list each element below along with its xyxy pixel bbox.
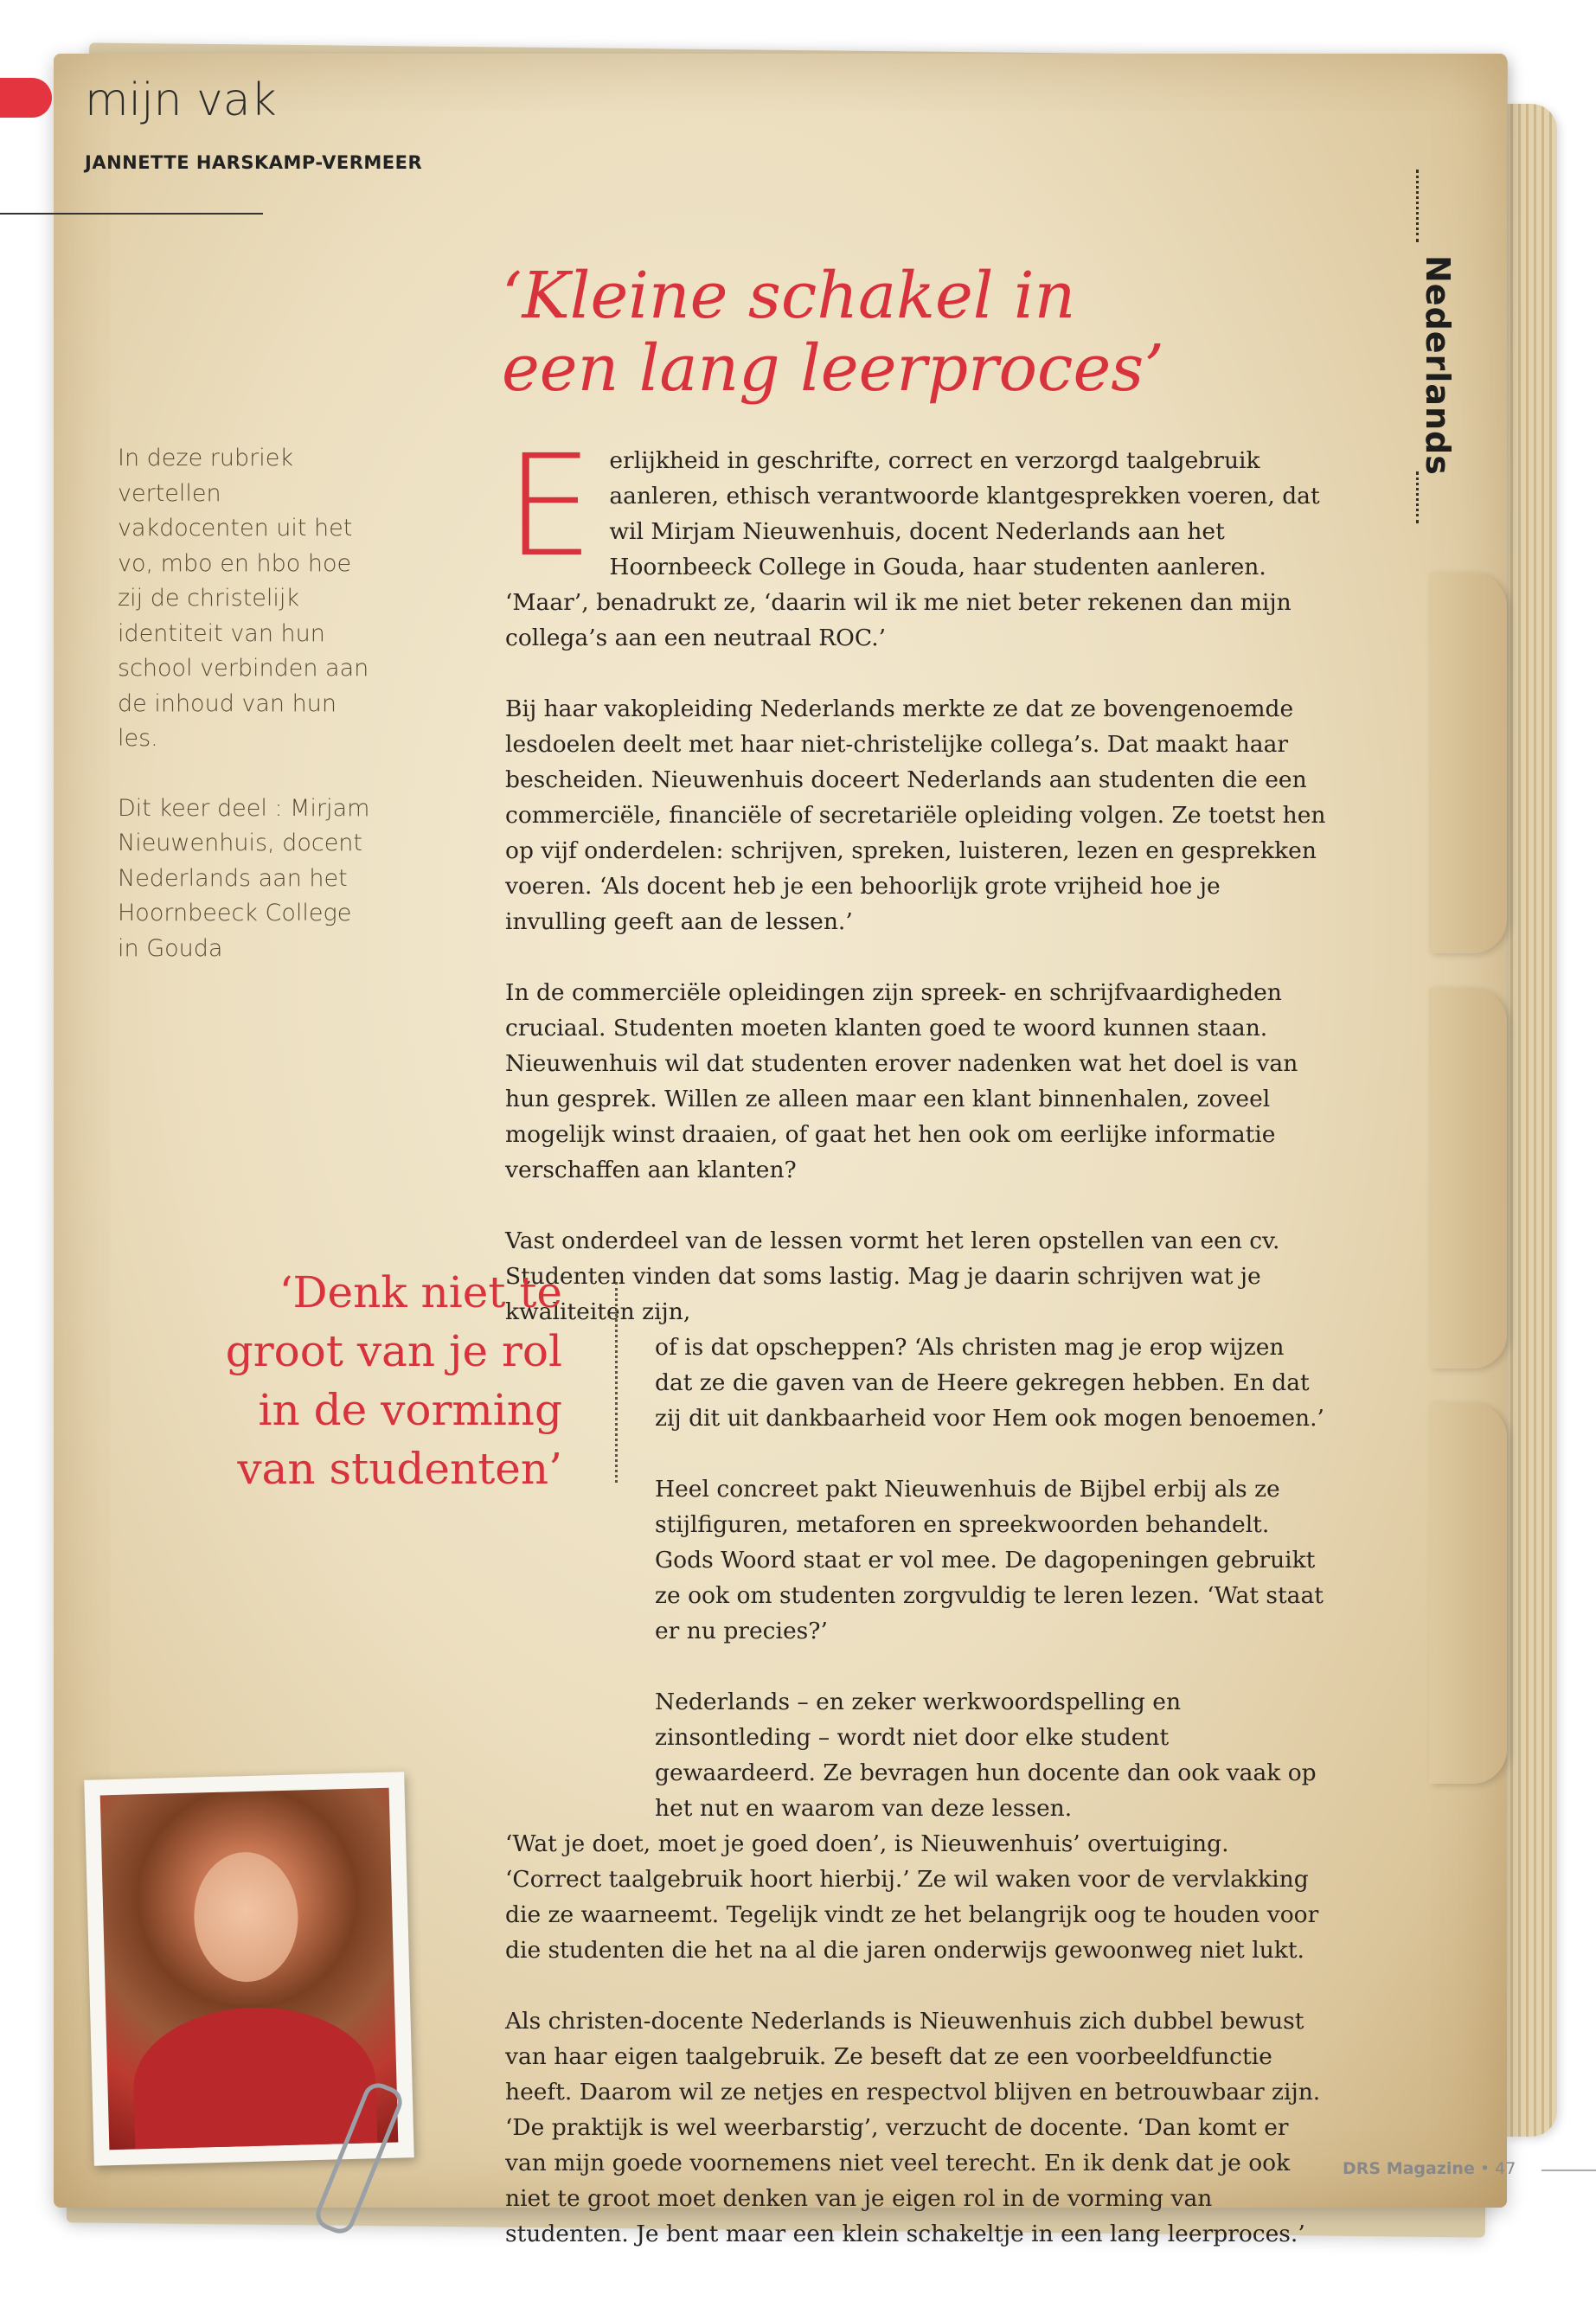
body-paragraph: Heel concreet pakt Nieuwenhuis de Bijbel erbij als ze stijlfiguren, metaforen en spreekwoorden behandelt. Gods Woord staat er vol mee. De dagopeningen gebruikt ze ook om studenten zorgvuldig te leren lezen. ‘Wat staat er nu precies?’ — [655, 1476, 1324, 1644]
article-body — [505, 426, 1327, 2287]
folder-tab — [1429, 1403, 1507, 1784]
body-paragraph: Als christen-docente Nederlands is Nieuwenhuis zich dubbel bewust van haar eigen taalgebruik. Ze beseft dat ze een voorbeeldfunctie heeft. Daarom wil ze netjes en respectvol blijven en betrouwbaar zijn. ‘De praktijk is wel weerbarstig’, verzucht de docente. ‘Dan komt er van mijn goede voornemens niet veel terecht. En ik denk dat je ook niet te groot moet denken van je eigen rol in de vorming van studenten. Je bent maar een klein schakeltje in een lang leerproces.’ — [505, 2008, 1321, 2247]
magazine-name: DRS Magazine — [1343, 2159, 1475, 2178]
article-headline — [502, 260, 1194, 405]
portrait-photo — [100, 1788, 399, 2150]
body-paragraph: In de commerciële opleidingen zijn spreek- en schrijfvaardigheden cruciaal. Studenten moeten klanten goed te woord kunnen staan. Nieuwenhuis wil dat studenten erover nadenken wat het doel is van hun gesprek. Willen ze alleen maar een klant binnenhalen, zoveel mogelijk winst draaien, of gaat het hen ook om eerlijke informatie verschaffen aan klanten? — [505, 979, 1298, 1183]
rubric-intro — [118, 441, 377, 1001]
subject-tab-label: Nederlands — [1419, 255, 1457, 476]
portrait-face — [192, 1851, 299, 1984]
body-paragraph: Vast onderdeel van de lessen vormt het leren opstellen van een cv. Studenten vinden dat soms lastig. Mag je daarin schrijven wat je kwaliteiten zijn, — [505, 1227, 1280, 1325]
page-number: 47 — [1495, 2159, 1516, 2178]
page-footer — [1343, 2159, 1516, 2178]
quote-dots-divider — [615, 1282, 618, 1483]
section-marker-icon — [0, 78, 52, 118]
page-edges — [1505, 104, 1557, 2137]
body-paragraph: ‘Wat je doet, moet je goed doen’, is Nieuwenhuis’ overtuiging. ‘Correct taalgebruik hoort hierbij.’ Ze wil waken voor de vervlakking die ze waarneemt. Tegelijk vindt ze het belangrijk oog te houden voor die studenten die het na al die jaren onderwijs gewoonweg niet lukt. — [505, 1830, 1319, 1964]
author-divider — [0, 213, 263, 215]
body-paragraph: Bij haar vakopleiding Nederlands merkte ze dat ze bovengenoemde lesdoelen deelt met haar niet-christelijke collega’s. Dat maakt haar bescheiden. Nieuwenhuis doceert Nederlands aan studenten die een commerciële, financiële of secretariële opleiding volgen. Ze toetst hen op vijf onderdelen: schrijven, spreken, luisteren, lezen en gesprekken voeren. ‘Als docent heb je een behoorlijk grote vrijheid hoe je invulling geeft aan de lessen.’ — [505, 695, 1326, 935]
folder-tab — [1429, 988, 1507, 1368]
body-paragraph: of is dat opscheppen? ‘Als christen mag je erop wijzen dat ze die gaven van de Heere gekregen hebben. En dat zij dit uit dankbaarheid voor Hem ook mogen benoemen.’ — [655, 1334, 1324, 1432]
intro-paragraph: Dit keer deel : Mirjam Nieuwenhuis, docent Nederlands aan het Hoornbeeck College in Gouda — [118, 794, 370, 962]
tab-dots-divider — [1416, 170, 1419, 242]
drop-cap: E — [505, 426, 594, 588]
footer-divider — [1542, 2170, 1596, 2171]
author-name: JANNETTE HARSKAMP-VERMEER — [85, 152, 423, 173]
body-paragraph: Eerlijkheid in geschrifte, correct en verzorgd taalgebruik aanleren, ethisch verantwoorde klantgesprekken voeren, dat wil Mirjam Nieuwenhuis, docent Nederlands aan het Hoornbeeck College in Gouda, haar studenten aanleren. ‘Maar’, benadrukt ze, ‘daarin wil ik me niet beter rekenen dan mijn collega’s aan een neutraal ROC.’ — [505, 426, 1320, 651]
pull-quote: ‘Denk niet te groot van je rol in de vorming van studenten’ — [225, 1267, 562, 1494]
section-label: mijn vak — [85, 74, 277, 126]
footer-separator: • — [1479, 2159, 1490, 2178]
headline-line-1: ‘Kleine schakel in — [502, 259, 1076, 333]
tab-dots-divider — [1416, 471, 1419, 523]
folder-tab — [1429, 573, 1507, 953]
headline-line-2: een lang leerproces’ — [502, 331, 1164, 406]
body-paragraph: Nederlands – en zeker werkwoordspelling en zinsontleding – wordt niet door elke student gewaardeerd. Ze bevragen hun docente dan ook vaak op het nut en waarom van deze lessen. — [655, 1689, 1317, 1822]
portrait-scarf — [131, 2004, 378, 2150]
intro-paragraph: In deze rubriek vertellen vakdocenten uit het vo, mbo en hbo hoe zij de christelijk identiteit van hun school verbinden aan de inhoud van hun les. — [118, 445, 369, 752]
